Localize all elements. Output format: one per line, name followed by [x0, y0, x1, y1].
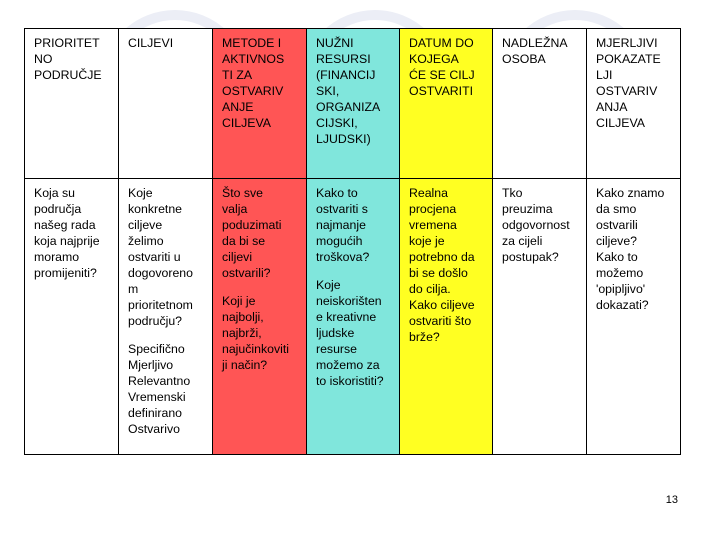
header-methods-text: METODE I AKTIVNOS TI ZA OSTVARIV ANJE CILJEVA: [222, 36, 285, 130]
table-body-row: [25, 179, 681, 455]
body-deadline: [400, 179, 493, 455]
body-indicators: [587, 179, 681, 455]
body-methods: [213, 179, 307, 455]
body-priority-area-text: Koja su područja našeg rada koja najprije moramo promijeniti?: [34, 186, 100, 280]
header-resources: [307, 29, 400, 179]
body-resources-question-2: Koje neiskorišten e kreativne ljudske resurse možemo za to iskoristiti?: [316, 278, 384, 388]
body-methods-question-1: Što sve valja poduzimati da bi se ciljevi ostvarili?: [222, 186, 282, 280]
header-priority-area-text: PRIORITET NO PODRUČJE: [34, 36, 102, 82]
header-resources-text: NUŽNI RESURSI (FINANCIJ SKI, ORGANIZA CIJSKI, LJUDSKI): [316, 36, 381, 146]
body-goals-smart: Specifično Mjerljivo Relevantno Vremenski definirano Ostvarivo: [128, 342, 191, 436]
body-methods-question-2: Koji je najbolji, najbrži, najučinkoviti ji način?: [222, 294, 289, 372]
header-goals-text: CILJEVI: [128, 36, 174, 50]
header-deadline: [400, 29, 493, 179]
body-deadline-text-2: Kako ciljeve ostvariti što brže?: [409, 298, 475, 344]
body-resources: [307, 179, 400, 455]
body-responsible: [493, 179, 587, 455]
page-number: 13: [665, 494, 678, 506]
header-deadline-text: DATUM DO KOJEGA ĆE SE CILJ OSTVARITI: [409, 36, 475, 98]
header-indicators-text: MJERLJIVI POKAZATE LJI OSTVARIV ANJA CILJEVA: [596, 36, 661, 130]
body-goals-question: Koje konkretne ciljeve želimo ostvariti u dogovoreno m prioritetnom području?: [128, 186, 193, 328]
header-methods: [213, 29, 307, 179]
body-resources-question-1: Kako to ostvariti s najmanje mogućih troškova?: [316, 186, 370, 264]
body-deadline-text-1: Realna procjena vremena koje je potrebno da bi se došlo do cilja.: [409, 186, 475, 296]
body-priority-area: [25, 179, 119, 455]
header-responsible-text: NADLEŽNA OSOBA: [502, 36, 568, 66]
header-indicators: [587, 29, 681, 179]
header-goals: [119, 29, 213, 179]
body-indicators-text: Kako znamo da smo ostvarili ciljeve? Kako to možemo 'opipljivo' dokazati?: [596, 186, 665, 312]
action-plan-table: [24, 28, 681, 455]
table-header-row: [25, 29, 681, 179]
body-responsible-text: Tko preuzima odgovornost za cijeli postupak?: [502, 186, 570, 264]
header-priority-area: [25, 29, 119, 179]
header-responsible: [493, 29, 587, 179]
body-goals: [119, 179, 213, 455]
